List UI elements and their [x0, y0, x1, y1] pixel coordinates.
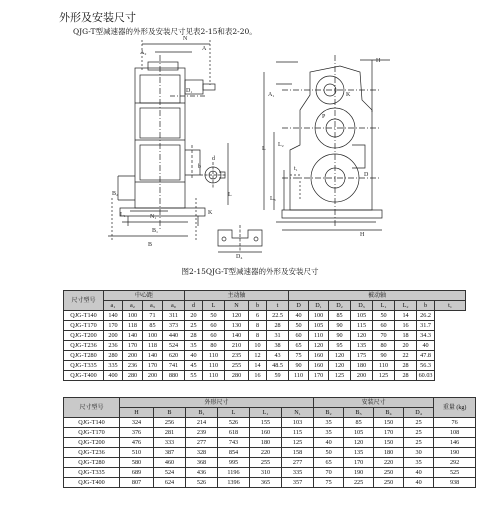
table-cell: 14: [395, 311, 417, 321]
col-header: d: [185, 301, 203, 311]
table-cell: 580: [120, 458, 154, 468]
table-cell: 16: [395, 321, 417, 331]
table-cell: 387: [154, 448, 186, 458]
table-cell: 60: [203, 331, 225, 341]
table-cell: 190: [344, 468, 374, 478]
table-cell: 995: [218, 458, 250, 468]
svg-text:N: N: [183, 36, 188, 42]
svg-text:A₂: A₂: [140, 50, 147, 56]
table-cell: 160: [250, 428, 282, 438]
table-cell: 103: [282, 418, 314, 428]
shaft-dimensions-body: [64, 311, 466, 381]
table-row: [64, 468, 476, 478]
table-cell: 140: [104, 311, 123, 321]
col-header: D₃: [351, 301, 373, 311]
table-cell: 110: [289, 371, 309, 381]
table-cell: 368: [186, 458, 218, 468]
table-row: [64, 438, 476, 448]
table-cell: 618: [218, 428, 250, 438]
col-header: B₂: [314, 408, 344, 418]
table-cell: 1396: [218, 478, 250, 488]
table-cell: 281: [154, 428, 186, 438]
table-cell: 476: [120, 438, 154, 448]
col-header: N₁: [282, 408, 314, 418]
table-cell: 22.5: [267, 311, 289, 321]
col-header: a₀: [163, 301, 185, 311]
table-cell: 689: [120, 468, 154, 478]
table-cell: 130: [225, 321, 249, 331]
table-cell: 376: [120, 428, 154, 438]
table-cell: 120: [351, 331, 373, 341]
table-cell: 135: [351, 341, 373, 351]
group-header-outline: 外形尺寸: [120, 398, 314, 408]
col-header: N: [225, 301, 249, 311]
svg-text:L: L: [228, 192, 232, 198]
model-cell: QJG-T140: [64, 311, 104, 321]
svg-text:D₄: D₄: [236, 254, 243, 260]
table-cell: 292: [434, 458, 476, 468]
table-cell: 250: [374, 478, 404, 488]
table-cell: 40: [417, 341, 435, 351]
figure-caption: 图2-15QJG-T型减速器的外形及安装尺寸: [181, 267, 319, 276]
table-cell: 524: [154, 468, 186, 478]
table-cell: 8: [249, 321, 267, 331]
table-cell: 35: [314, 428, 344, 438]
table-cell: 115: [282, 428, 314, 438]
svg-text:N₁: N₁: [150, 214, 157, 220]
table-subheader-row: [64, 301, 466, 311]
table-cell: 335: [282, 468, 314, 478]
svg-text:b: b: [198, 164, 201, 170]
table-cell: 200: [143, 371, 163, 381]
svg-text:A: A: [202, 46, 207, 52]
svg-text:L₃: L₃: [270, 196, 276, 202]
table-cell: 35: [314, 418, 344, 428]
model-cell: QJG-T170: [64, 321, 104, 331]
table-cell: 105: [351, 311, 373, 321]
front-view: [108, 40, 215, 240]
table-cell: 277: [186, 438, 218, 448]
table-cell: 140: [225, 331, 249, 341]
table-cell: 25: [404, 418, 434, 428]
col-header: B: [154, 408, 186, 418]
table-cell: 115: [351, 321, 373, 331]
table-cell: 105: [344, 428, 374, 438]
table-cell: 80: [203, 341, 225, 351]
table-cell: 65: [289, 341, 309, 351]
table-cell: 25: [404, 438, 434, 448]
shaft-dimensions-table: [63, 290, 466, 381]
table-cell: 85: [344, 418, 374, 428]
table-row: [64, 331, 466, 341]
group-header-input-shaft: 主动轴: [185, 291, 289, 301]
group-header-output-shaft: 被动轴: [289, 291, 466, 301]
col-header: a₃: [143, 301, 163, 311]
col-header: L₂: [395, 301, 417, 311]
table-cell: 38: [267, 341, 289, 351]
col-header: B₁: [186, 408, 218, 418]
table-row: [64, 478, 476, 488]
table-cell: 255: [250, 458, 282, 468]
group-header-center-distance: 中心距: [104, 291, 185, 301]
table-cell: 526: [218, 418, 250, 428]
table-cell: 50: [203, 311, 225, 321]
table-cell: 170: [309, 371, 329, 381]
table-cell: 50: [314, 448, 344, 458]
table-cell: 43: [267, 351, 289, 361]
table-cell: 807: [120, 478, 154, 488]
table-cell: 59: [267, 371, 289, 381]
table-row: [64, 458, 476, 468]
table-cell: 938: [434, 478, 476, 488]
table-row: [64, 311, 466, 321]
table-cell: 55: [185, 371, 203, 381]
table-cell: 324: [120, 418, 154, 428]
svg-text:P: P: [322, 114, 326, 120]
table-cell: 440: [163, 331, 185, 341]
table-cell: 25: [404, 428, 434, 438]
table-cell: 12: [249, 351, 267, 361]
table-cell: 16: [249, 371, 267, 381]
col-header: t: [267, 301, 289, 311]
col-header: a₁: [104, 301, 123, 311]
table-cell: 125: [373, 371, 395, 381]
table-row: [64, 428, 476, 438]
table-cell: 854: [218, 448, 250, 458]
col-header: B₃: [344, 408, 374, 418]
table-cell: 373: [163, 321, 185, 331]
col-header: b: [249, 301, 267, 311]
table-cell: 525: [434, 468, 476, 478]
table-cell: 255: [225, 361, 249, 371]
table-cell: 26.2: [417, 311, 435, 321]
table-cell: 110: [203, 351, 225, 361]
table-cell: 120: [309, 341, 329, 351]
table-cell: 125: [282, 438, 314, 448]
table-cell: 40: [314, 438, 344, 448]
table-cell: 110: [373, 361, 395, 371]
table-cell: 333: [154, 438, 186, 448]
table-cell: 22: [395, 351, 417, 361]
svg-text:D: D: [364, 172, 369, 178]
table-cell: 48.5: [267, 361, 289, 371]
table-cell: 436: [186, 468, 218, 478]
svg-text:K: K: [208, 210, 213, 216]
table-cell: 90: [373, 351, 395, 361]
table-cell: 180: [250, 438, 282, 448]
table-cell: 280: [225, 371, 249, 381]
table-cell: 170: [344, 458, 374, 468]
table-cell: 220: [374, 458, 404, 468]
table-cell: 280: [123, 371, 143, 381]
overall-dimensions-table: [63, 397, 476, 488]
table-cell: 328: [186, 448, 218, 458]
model-cell: QJG-T335: [64, 468, 120, 478]
table-cell: 95: [329, 341, 351, 351]
table-cell: 71: [143, 311, 163, 321]
table-cell: 180: [351, 361, 373, 371]
shaft-end-view: [200, 143, 228, 205]
table-cell: 200: [123, 351, 143, 361]
table-cell: 60.03: [417, 371, 435, 381]
table-cell: 158: [282, 448, 314, 458]
table-cell: 140: [143, 351, 163, 361]
table-cell: 1196: [218, 468, 250, 478]
table-cell: 14: [249, 361, 267, 371]
col-header: L: [218, 408, 250, 418]
table-cell: 214: [186, 418, 218, 428]
col-header: b: [417, 301, 435, 311]
col-header-model: 尺寸型号: [64, 398, 120, 418]
table-cell: 310: [250, 468, 282, 478]
table-cell: 743: [218, 438, 250, 448]
svg-text:B₂: B₂: [112, 191, 119, 197]
intro-text: QJG-T型减速器的外形及安装尺寸见表2-15和表2-20。: [73, 27, 257, 36]
model-cell: QJG-T140: [64, 418, 120, 428]
col-header: L₁: [250, 408, 282, 418]
foot-detail: [218, 225, 262, 252]
table-cell: 524: [163, 341, 185, 351]
overall-dimensions-body: [64, 418, 476, 488]
table-cell: 220: [250, 448, 282, 458]
dimension-labels: [112, 36, 381, 260]
model-cell: QJG-T236: [64, 341, 104, 351]
table-cell: 40: [404, 478, 434, 488]
table-cell: 624: [154, 478, 186, 488]
table-cell: 256: [154, 418, 186, 428]
table-cell: 60: [203, 321, 225, 331]
svg-text:L₂: L₂: [278, 142, 284, 148]
col-header: D: [289, 301, 309, 311]
svg-text:d: d: [212, 156, 215, 162]
table-cell: 40: [404, 468, 434, 478]
table-cell: 90: [329, 321, 351, 331]
col-header-weight: 重量 (kg): [434, 398, 476, 418]
table-cell: 85: [143, 321, 163, 331]
table-cell: 20: [185, 311, 203, 321]
svg-text:D₁: D₁: [186, 88, 193, 94]
table-cell: 50: [373, 311, 395, 321]
model-cell: QJG-T200: [64, 438, 120, 448]
svg-text:L₁: L₁: [120, 212, 126, 218]
table-cell: 108: [434, 428, 476, 438]
svg-text:H: H: [376, 58, 381, 64]
table-cell: 100: [123, 311, 143, 321]
table-cell: 135: [344, 448, 374, 458]
svg-text:L: L: [262, 146, 266, 152]
table-cell: 100: [309, 311, 329, 321]
table-cell: 85: [329, 311, 351, 321]
table-row: [64, 321, 466, 331]
col-header: a₂: [123, 301, 143, 311]
table-cell: 56.3: [417, 361, 435, 371]
table-cell: 335: [104, 361, 123, 371]
table-cell: 190: [434, 448, 476, 458]
table-cell: 30: [404, 448, 434, 458]
table-row: [64, 371, 466, 381]
table-cell: 110: [203, 361, 225, 371]
table-cell: 75: [314, 478, 344, 488]
table-cell: 118: [143, 341, 163, 351]
col-header: D₁: [309, 301, 329, 311]
table-cell: 18: [395, 331, 417, 341]
table-cell: 118: [123, 321, 143, 331]
table-cell: 160: [309, 361, 329, 371]
table-cell: 8: [249, 331, 267, 341]
model-cell: QJG-T400: [64, 478, 120, 488]
group-header-mounting: 安装尺寸: [314, 398, 434, 408]
table-cell: 65: [314, 458, 344, 468]
table-cell: 741: [163, 361, 185, 371]
table-cell: 45: [185, 361, 203, 371]
table-cell: 150: [374, 438, 404, 448]
table-cell: 40: [289, 311, 309, 321]
table-cell: 60: [289, 331, 309, 341]
table-cell: 100: [143, 331, 163, 341]
table-cell: 400: [104, 371, 123, 381]
table-cell: 170: [104, 321, 123, 331]
col-header: L: [203, 301, 225, 311]
table-row: [64, 418, 476, 428]
table-cell: 200: [104, 331, 123, 341]
col-header: t₁: [435, 301, 466, 311]
table-cell: 28: [267, 321, 289, 331]
model-cell: QJG-T280: [64, 458, 120, 468]
table-cell: 311: [163, 311, 185, 321]
table-cell: 180: [374, 448, 404, 458]
table-cell: 10: [249, 341, 267, 351]
table-cell: 28: [395, 361, 417, 371]
table-cell: 120: [329, 361, 351, 371]
table-cell: 880: [163, 371, 185, 381]
table-cell: 225: [344, 478, 374, 488]
table-cell: 140: [123, 331, 143, 341]
table-cell: 200: [351, 371, 373, 381]
svg-text:H: H: [360, 232, 365, 238]
table-subheader-row: [64, 408, 476, 418]
table-cell: 80: [373, 341, 395, 351]
table-cell: 120: [344, 438, 374, 448]
table-cell: 155: [250, 418, 282, 428]
table-cell: 170: [374, 428, 404, 438]
table-cell: 6: [249, 311, 267, 321]
table-cell: 120: [329, 351, 351, 361]
model-cell: QJG-T335: [64, 361, 104, 371]
table-cell: 50: [289, 321, 309, 331]
table-cell: 236: [123, 361, 143, 371]
table-cell: 235: [225, 351, 249, 361]
table-cell: 60: [373, 321, 395, 331]
table-cell: 460: [154, 458, 186, 468]
table-cell: 277: [282, 458, 314, 468]
svg-text:A₁: A₁: [268, 92, 275, 98]
table-cell: 620: [163, 351, 185, 361]
svg-text:K: K: [346, 92, 351, 98]
table-cell: 510: [120, 448, 154, 458]
table-row: [64, 361, 466, 371]
table-cell: 120: [225, 311, 249, 321]
svg-text:B: B: [148, 242, 153, 248]
table-cell: 170: [123, 341, 143, 351]
col-header: B₄: [374, 408, 404, 418]
model-cell: QJG-T280: [64, 351, 104, 361]
table-cell: 90: [329, 331, 351, 341]
model-cell: QJG-T200: [64, 331, 104, 341]
model-cell: QJG-T236: [64, 448, 120, 458]
table-cell: 40: [185, 351, 203, 361]
col-header: D₄: [404, 408, 434, 418]
table-cell: 170: [143, 361, 163, 371]
table-cell: 250: [374, 468, 404, 478]
section-heading: 外形及安装尺寸: [59, 11, 136, 24]
col-header: H: [120, 408, 154, 418]
table-cell: 160: [309, 351, 329, 361]
table-cell: 90: [289, 361, 309, 371]
table-cell: 20: [395, 341, 417, 351]
table-cell: 31.7: [417, 321, 435, 331]
table-cell: 110: [203, 371, 225, 381]
table-cell: 175: [351, 351, 373, 361]
table-cell: 280: [104, 351, 123, 361]
svg-text:B₁: B₁: [152, 228, 159, 234]
table-cell: 31: [267, 331, 289, 341]
model-cell: QJG-T170: [64, 428, 120, 438]
table-cell: 105: [309, 321, 329, 331]
col-header-model: 尺寸型号: [64, 291, 104, 311]
col-header: D₂: [329, 301, 351, 311]
table-row: [64, 351, 466, 361]
table-cell: 236: [104, 341, 123, 351]
col-header: L₁: [373, 301, 395, 311]
table-cell: 239: [186, 428, 218, 438]
table-cell: 47.8: [417, 351, 435, 361]
table-cell: 28: [395, 371, 417, 381]
table-cell: 70: [373, 331, 395, 341]
table-cell: 526: [186, 478, 218, 488]
table-row: [64, 341, 466, 351]
model-cell: QJG-T400: [64, 371, 104, 381]
table-cell: 35: [404, 458, 434, 468]
table-cell: 34.3: [417, 331, 435, 341]
table-cell: 76: [434, 418, 476, 428]
table-cell: 70: [314, 468, 344, 478]
table-cell: 28: [185, 331, 203, 341]
table-cell: 150: [374, 418, 404, 428]
table-cell: 35: [185, 341, 203, 351]
table-cell: 25: [185, 321, 203, 331]
table-row: [64, 448, 476, 458]
table-cell: 146: [434, 438, 476, 448]
table-cell: 357: [282, 478, 314, 488]
table-cell: 75: [289, 351, 309, 361]
svg-text:t₁: t₁: [294, 166, 298, 172]
table-cell: 110: [309, 331, 329, 341]
table-cell: 210: [225, 341, 249, 351]
table-cell: 125: [329, 371, 351, 381]
table-cell: 365: [250, 478, 282, 488]
